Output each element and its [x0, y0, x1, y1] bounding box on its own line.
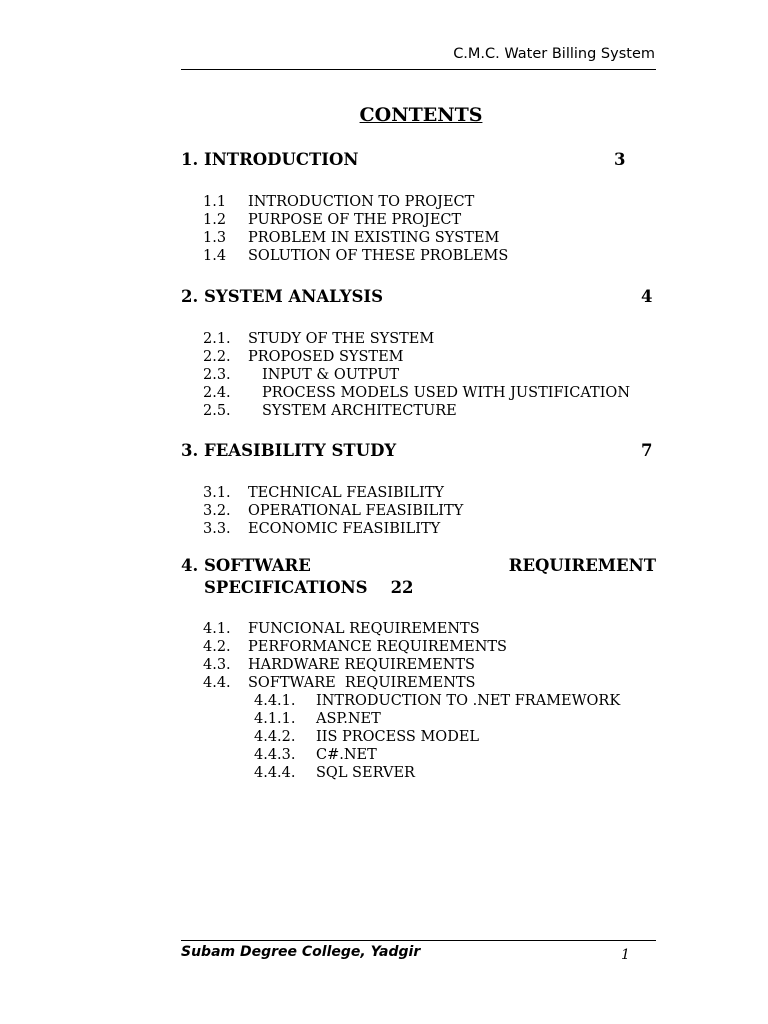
entry-number: 2.1. — [203, 331, 231, 347]
section-4-items — [203, 620, 507, 692]
section-1-heading — [181, 150, 656, 169]
entry-number: 4.4.2. — [254, 729, 296, 745]
section-1-items — [203, 193, 508, 265]
toc-entry — [203, 229, 508, 247]
entry-text: INPUT & OUTPUT — [262, 367, 400, 383]
footer-rule — [181, 940, 656, 941]
section-number: 1. — [181, 150, 199, 169]
section-title: SYSTEM ANALYSIS — [204, 287, 384, 306]
entry-number: 4.1.1. — [254, 711, 296, 727]
toc-entry — [203, 211, 508, 229]
running-header: C.M.C. Water Billing System — [453, 46, 655, 62]
entry-number: 2.2. — [203, 349, 231, 365]
entry-text: IIS PROCESS MODEL — [316, 729, 480, 745]
entry-number: 4.2. — [203, 639, 231, 655]
toc-entry — [203, 484, 463, 502]
toc-entry — [203, 620, 507, 638]
section-number: 4. — [181, 556, 199, 575]
entry-text: INTRODUCTION TO .NET FRAMEWORK — [316, 693, 621, 709]
section-title-word: SOFTWARE — [204, 556, 311, 575]
entry-text: SQL SERVER — [316, 765, 415, 781]
entry-number: 1.3 — [203, 230, 227, 246]
section-2-items — [203, 330, 630, 420]
entry-number: 2.5. — [203, 403, 231, 419]
entry-text: INTRODUCTION TO PROJECT — [248, 194, 475, 210]
entry-text: PERFORMANCE REQUIREMENTS — [248, 639, 507, 655]
header-rule — [181, 69, 656, 70]
toc-entry — [203, 656, 507, 674]
footer-college: Subam Degree College, Yadgir — [181, 944, 421, 960]
section-4-heading-line2 — [204, 578, 679, 597]
entry-text: PROPOSED SYSTEM — [248, 349, 404, 365]
toc-entry — [203, 502, 463, 520]
entry-number: 2.4. — [203, 385, 231, 401]
entry-number: 4.4.4. — [254, 765, 296, 781]
entry-text: PROCESS MODELS USED WITH JUSTIFICATION — [262, 385, 631, 401]
section-title-word: REQUIREMENT — [508, 556, 656, 575]
toc-entry — [203, 193, 508, 211]
entry-number: 4.4. — [203, 675, 231, 691]
toc-entry — [203, 330, 630, 348]
section-title: INTRODUCTION — [204, 150, 359, 169]
entry-text: PROBLEM IN EXISTING SYSTEM — [248, 230, 500, 246]
toc-subentry — [254, 710, 620, 728]
entry-text: ASP.NET — [316, 711, 381, 727]
entry-text: STUDY OF THE SYSTEM — [248, 331, 435, 347]
section-title: FEASIBILITY STUDY — [204, 441, 397, 460]
section-page: 7 — [641, 441, 653, 460]
entry-number: 3.2. — [203, 503, 231, 519]
toc-entry — [203, 384, 630, 402]
entry-text: PURPOSE OF THE PROJECT — [248, 212, 462, 228]
toc-entry — [203, 638, 507, 656]
entry-text: OPERATIONAL FEASIBILITY — [248, 503, 464, 519]
section-4-heading — [181, 556, 656, 575]
section-number: 2. — [181, 287, 199, 306]
toc-entry — [203, 402, 630, 420]
section-page: 4 — [641, 287, 653, 306]
section-2-heading — [181, 287, 656, 306]
entry-text: SOFTWARE REQUIREMENTS — [248, 675, 476, 691]
entry-number: 1.2 — [203, 212, 227, 228]
entry-text: TECHNICAL FEASIBILITY — [248, 485, 444, 501]
section-number: 3. — [181, 441, 199, 460]
section-4-subitems — [254, 692, 620, 782]
entry-text: HARDWARE REQUIREMENTS — [248, 657, 475, 673]
entry-text: SYSTEM ARCHITECTURE — [262, 403, 457, 419]
entry-number: 4.3. — [203, 657, 231, 673]
entry-text: C#.NET — [316, 747, 377, 763]
entry-number: 1.4 — [203, 248, 227, 264]
entry-text: SOLUTION OF THESE PROBLEMS — [248, 248, 509, 264]
toc-entry — [203, 674, 507, 692]
section-page: 22 — [390, 578, 414, 597]
page-number: 1 — [621, 947, 630, 963]
toc-entry — [203, 520, 463, 538]
section-3-heading — [181, 441, 656, 460]
entry-number: 4.1. — [203, 621, 231, 637]
toc-subentry — [254, 692, 620, 710]
entry-number: 1.1 — [203, 194, 227, 210]
entry-number: 4.4.1. — [254, 693, 296, 709]
contents-title: CONTENTS — [359, 104, 483, 126]
toc-subentry — [254, 764, 620, 782]
toc-entry — [203, 366, 630, 384]
entry-number: 3.3. — [203, 521, 231, 537]
section-title-line: SPECIFICATIONS — [204, 578, 368, 597]
toc-subentry — [254, 746, 620, 764]
section-3-items — [203, 484, 463, 538]
entry-text: FUNCIONAL REQUIREMENTS — [248, 621, 480, 637]
toc-entry — [203, 247, 508, 265]
entry-text: ECONOMIC FEASIBILITY — [248, 521, 441, 537]
entry-number: 3.1. — [203, 485, 231, 501]
section-page: 3 — [614, 150, 626, 169]
toc-subentry — [254, 728, 620, 746]
entry-number: 2.3. — [203, 367, 231, 383]
entry-number: 4.4.3. — [254, 747, 296, 763]
toc-entry — [203, 348, 630, 366]
